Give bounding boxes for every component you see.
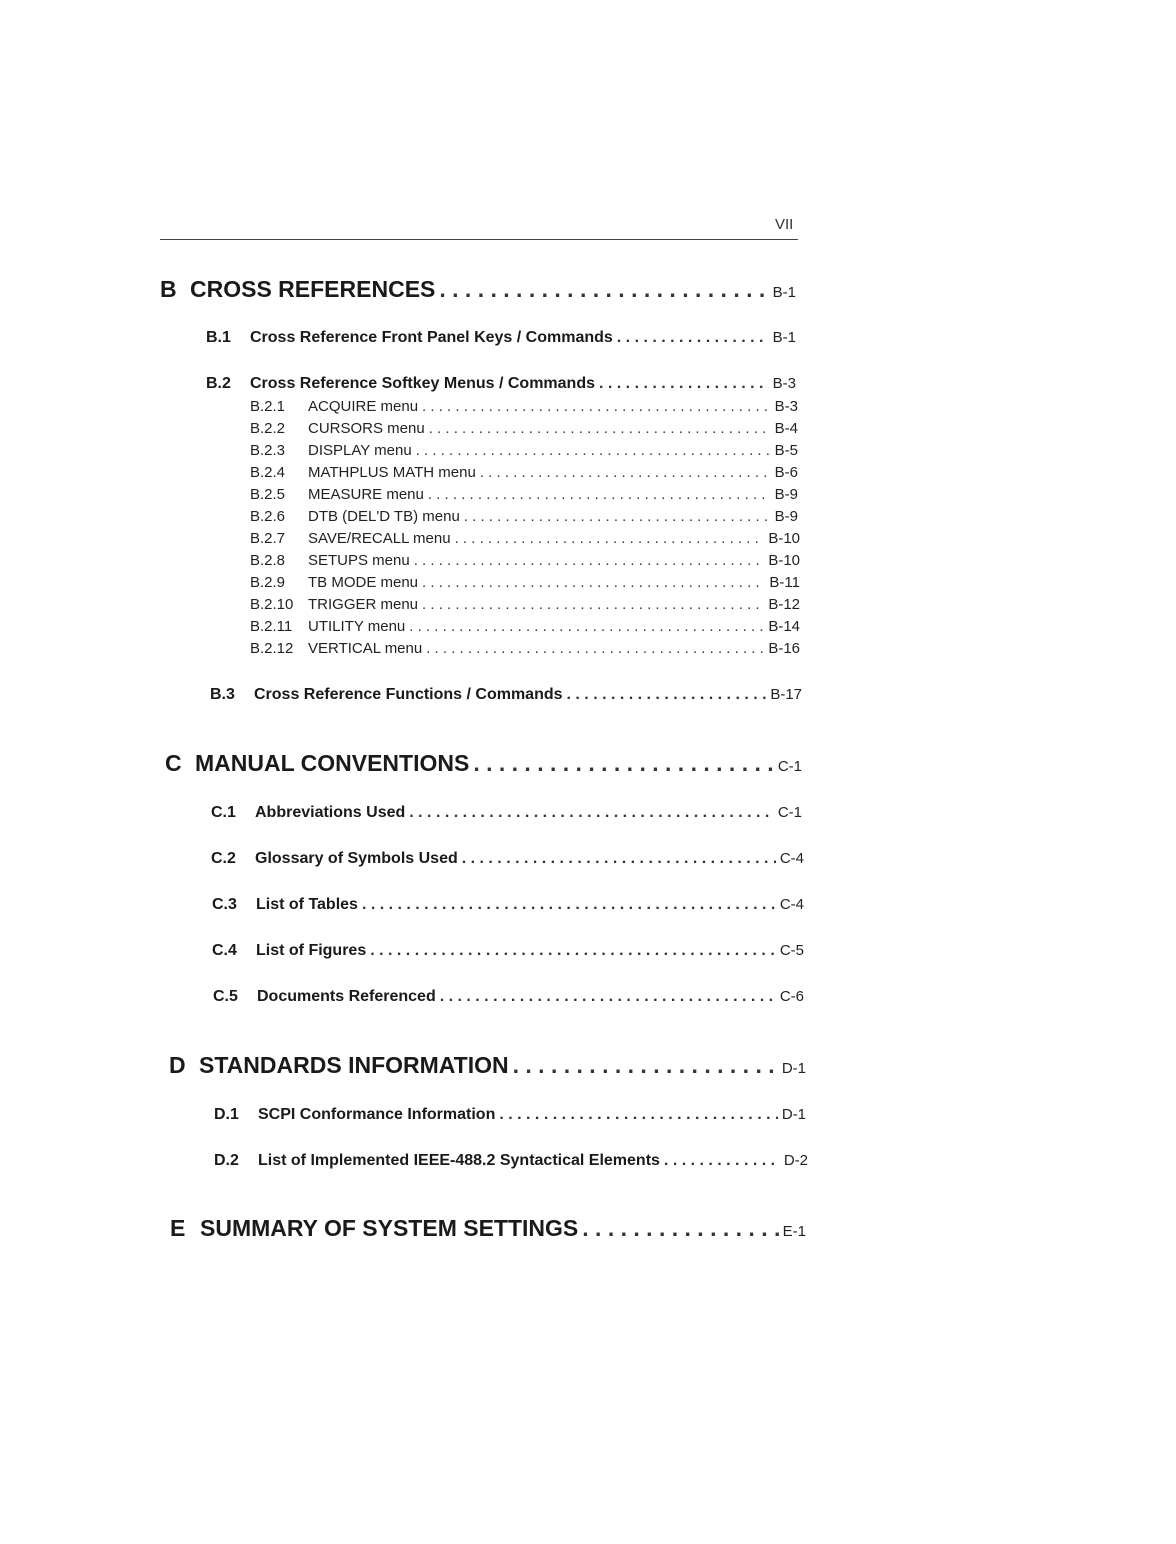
toc-entry-number: B.2.9 (250, 574, 286, 591)
dot-leader (599, 375, 769, 393)
dot-leader (428, 486, 771, 503)
dot-leader (464, 508, 771, 525)
toc-entry-sub (250, 398, 798, 418)
dot-leader (370, 942, 776, 960)
toc-entry-page: B-10 (768, 530, 800, 547)
toc-entry-title: DISPLAY menu (308, 442, 412, 459)
toc-entry-title: List of Implemented IEEE-488.2 Syntactical Elements (258, 1152, 660, 1169)
toc-entry-title: MATHPLUS MATH menu (308, 464, 476, 481)
dot-leader (440, 988, 776, 1006)
toc-entry-title: MEASURE menu (308, 486, 424, 503)
toc-entry-title: SUMMARY OF SYSTEM SETTINGS (200, 1215, 579, 1241)
toc-entry-chapter (165, 750, 802, 780)
toc-entry-number: B.2.2 (250, 420, 286, 437)
dot-leader (473, 750, 774, 777)
toc-entry-section (211, 850, 804, 872)
toc-entry-title: TRIGGER menu (308, 596, 419, 613)
toc-entry-number: B (160, 276, 177, 302)
toc-entry-page: C-1 (777, 758, 802, 775)
toc-entry-number: C.1 (211, 804, 236, 821)
toc-entry-number: B.1 (206, 329, 231, 346)
toc-entry-title: Documents Referenced (257, 988, 436, 1005)
toc-entry-number: B.2.12 (250, 640, 294, 657)
toc-entry-title: TB MODE menu (308, 574, 419, 591)
toc-entry-title: VERTICAL menu (308, 640, 423, 657)
toc-entry-title: CROSS REFERENCES (190, 276, 436, 302)
toc-entry-number: B.2.4 (250, 464, 286, 481)
toc-entry-number: C.4 (212, 942, 237, 959)
toc-entry-sub (250, 420, 798, 440)
toc-entry-title: Glossary of Symbols Used (255, 850, 458, 867)
toc-entry-number: C.2 (211, 850, 236, 867)
toc-entry-page: C-5 (779, 942, 804, 959)
toc-entry-title: UTILITY menu (308, 618, 406, 635)
toc-entry-title: List of Figures (256, 942, 367, 959)
dot-leader (617, 329, 769, 347)
toc-entry-number: B.3 (210, 686, 235, 703)
toc-entry-page: C-4 (779, 896, 804, 913)
toc-entry-number: B.2 (206, 375, 231, 392)
toc-entry-title: SETUPS menu (308, 552, 410, 569)
toc-entry-title: Cross Reference Functions / Commands (254, 686, 563, 703)
toc-entry-page: B-6 (774, 464, 798, 481)
toc-entry-title: CURSORS menu (308, 420, 425, 437)
toc-entry-sub (250, 574, 800, 594)
toc-entry-sub (250, 508, 798, 528)
dot-leader (429, 420, 771, 437)
toc-entry-section (213, 988, 804, 1010)
toc-entry-number: B.2.6 (250, 508, 286, 525)
toc-entry-page: B-5 (774, 442, 798, 459)
toc-entry-page: D-1 (781, 1060, 806, 1077)
toc-entry-page: C-1 (777, 804, 802, 821)
toc-entry-number: B.2.3 (250, 442, 286, 459)
toc-entry-page: B-14 (768, 618, 800, 635)
toc-entry-section (212, 942, 804, 964)
dot-leader (499, 1106, 777, 1124)
toc-entry-title: Abbreviations Used (255, 804, 406, 821)
toc-entry-sub (250, 464, 798, 484)
dot-leader (664, 1152, 780, 1170)
dot-leader (422, 574, 765, 591)
toc-entry-sub (250, 486, 798, 506)
toc-entry-sub (250, 530, 800, 550)
dot-leader (426, 640, 764, 657)
toc-entry-number: D (169, 1052, 186, 1078)
dot-leader (480, 464, 771, 481)
toc-entry-page: B-1 (772, 329, 796, 346)
toc-entry-page: B-9 (774, 508, 798, 525)
toc-entry-number: D.2 (214, 1152, 239, 1169)
toc-entry-number: E (170, 1215, 186, 1241)
toc-entry-title: Cross Reference Softkey Menus / Commands (250, 375, 595, 392)
toc-entry-number: D.1 (214, 1106, 239, 1123)
toc-entry-section (214, 1152, 808, 1174)
dot-leader (409, 804, 774, 822)
toc-entry-number: C.3 (212, 896, 237, 913)
toc-entry-page: E-1 (782, 1223, 806, 1240)
toc-entry-page: B-4 (774, 420, 798, 437)
dot-leader (567, 686, 767, 704)
toc-entry-page: B-3 (774, 398, 798, 415)
toc-entry-title: SCPI Conformance Information (258, 1106, 496, 1123)
toc-entry-sub (250, 640, 800, 660)
toc-entry-section (206, 329, 796, 351)
dot-leader (414, 552, 765, 569)
toc-entry-page: D-2 (783, 1152, 808, 1169)
header-rule (160, 239, 798, 240)
toc-entry-page: B-9 (774, 486, 798, 503)
toc-entry-section (210, 686, 802, 708)
toc-entry-number: C.5 (213, 988, 238, 1005)
toc-entry-chapter (169, 1052, 806, 1082)
toc-entry-page: B-16 (768, 640, 800, 657)
toc-entry-title: DTB (DEL'D TB) menu (308, 508, 460, 525)
toc-entry-title: Cross Reference Front Panel Keys / Commands (250, 329, 613, 346)
toc-entry-title: ACQUIRE menu (308, 398, 419, 415)
toc-entry-title: List of Tables (256, 896, 358, 913)
toc-entry-page: C-6 (779, 988, 804, 1005)
toc-entry-chapter (160, 276, 796, 306)
toc-entry-number: B.2.1 (250, 398, 286, 415)
dot-leader (513, 1052, 778, 1079)
toc-entry-page: B-1 (772, 284, 796, 301)
toc-entry-page: B-10 (768, 552, 800, 569)
toc-entry-page: D-1 (781, 1106, 806, 1123)
toc-entry-sub (250, 552, 800, 572)
toc-entry-number: B.2.8 (250, 552, 286, 569)
toc-entry-page: B-3 (772, 375, 796, 392)
toc-entry-chapter (170, 1215, 806, 1245)
toc-entry-sub (250, 618, 800, 638)
toc-entry-section (214, 1106, 806, 1128)
dot-leader (422, 398, 771, 415)
toc-entry-title: MANUAL CONVENTIONS (195, 750, 470, 776)
toc-entry-number: B.2.11 (250, 618, 293, 635)
dot-leader (422, 596, 764, 613)
page-number: VII (775, 216, 794, 233)
dot-leader (582, 1215, 778, 1242)
toc-entry-number: B.2.5 (250, 486, 286, 503)
dot-leader (409, 618, 764, 635)
toc-entry-section (212, 896, 804, 918)
toc-entry-number: B.2.10 (250, 596, 294, 613)
dot-leader (416, 442, 771, 459)
toc-entry-section (206, 375, 796, 397)
toc-entry-sub (250, 596, 800, 616)
toc-entry-page: C-4 (779, 850, 804, 867)
dot-leader (455, 530, 765, 547)
toc-entry-page: B-12 (768, 596, 800, 613)
toc-entry-number: B.2.7 (250, 530, 286, 547)
toc-entry-title: STANDARDS INFORMATION (199, 1052, 509, 1078)
dot-leader (362, 896, 776, 914)
toc-entry-sub (250, 442, 798, 462)
dot-leader (462, 850, 776, 868)
toc-entry-page: B-17 (770, 686, 802, 703)
toc-entry-number: C (165, 750, 182, 776)
toc-entry-title: SAVE/RECALL menu (308, 530, 451, 547)
toc-entry-page: B-11 (769, 574, 800, 591)
dot-leader (439, 276, 768, 303)
toc-entry-section (211, 804, 802, 826)
